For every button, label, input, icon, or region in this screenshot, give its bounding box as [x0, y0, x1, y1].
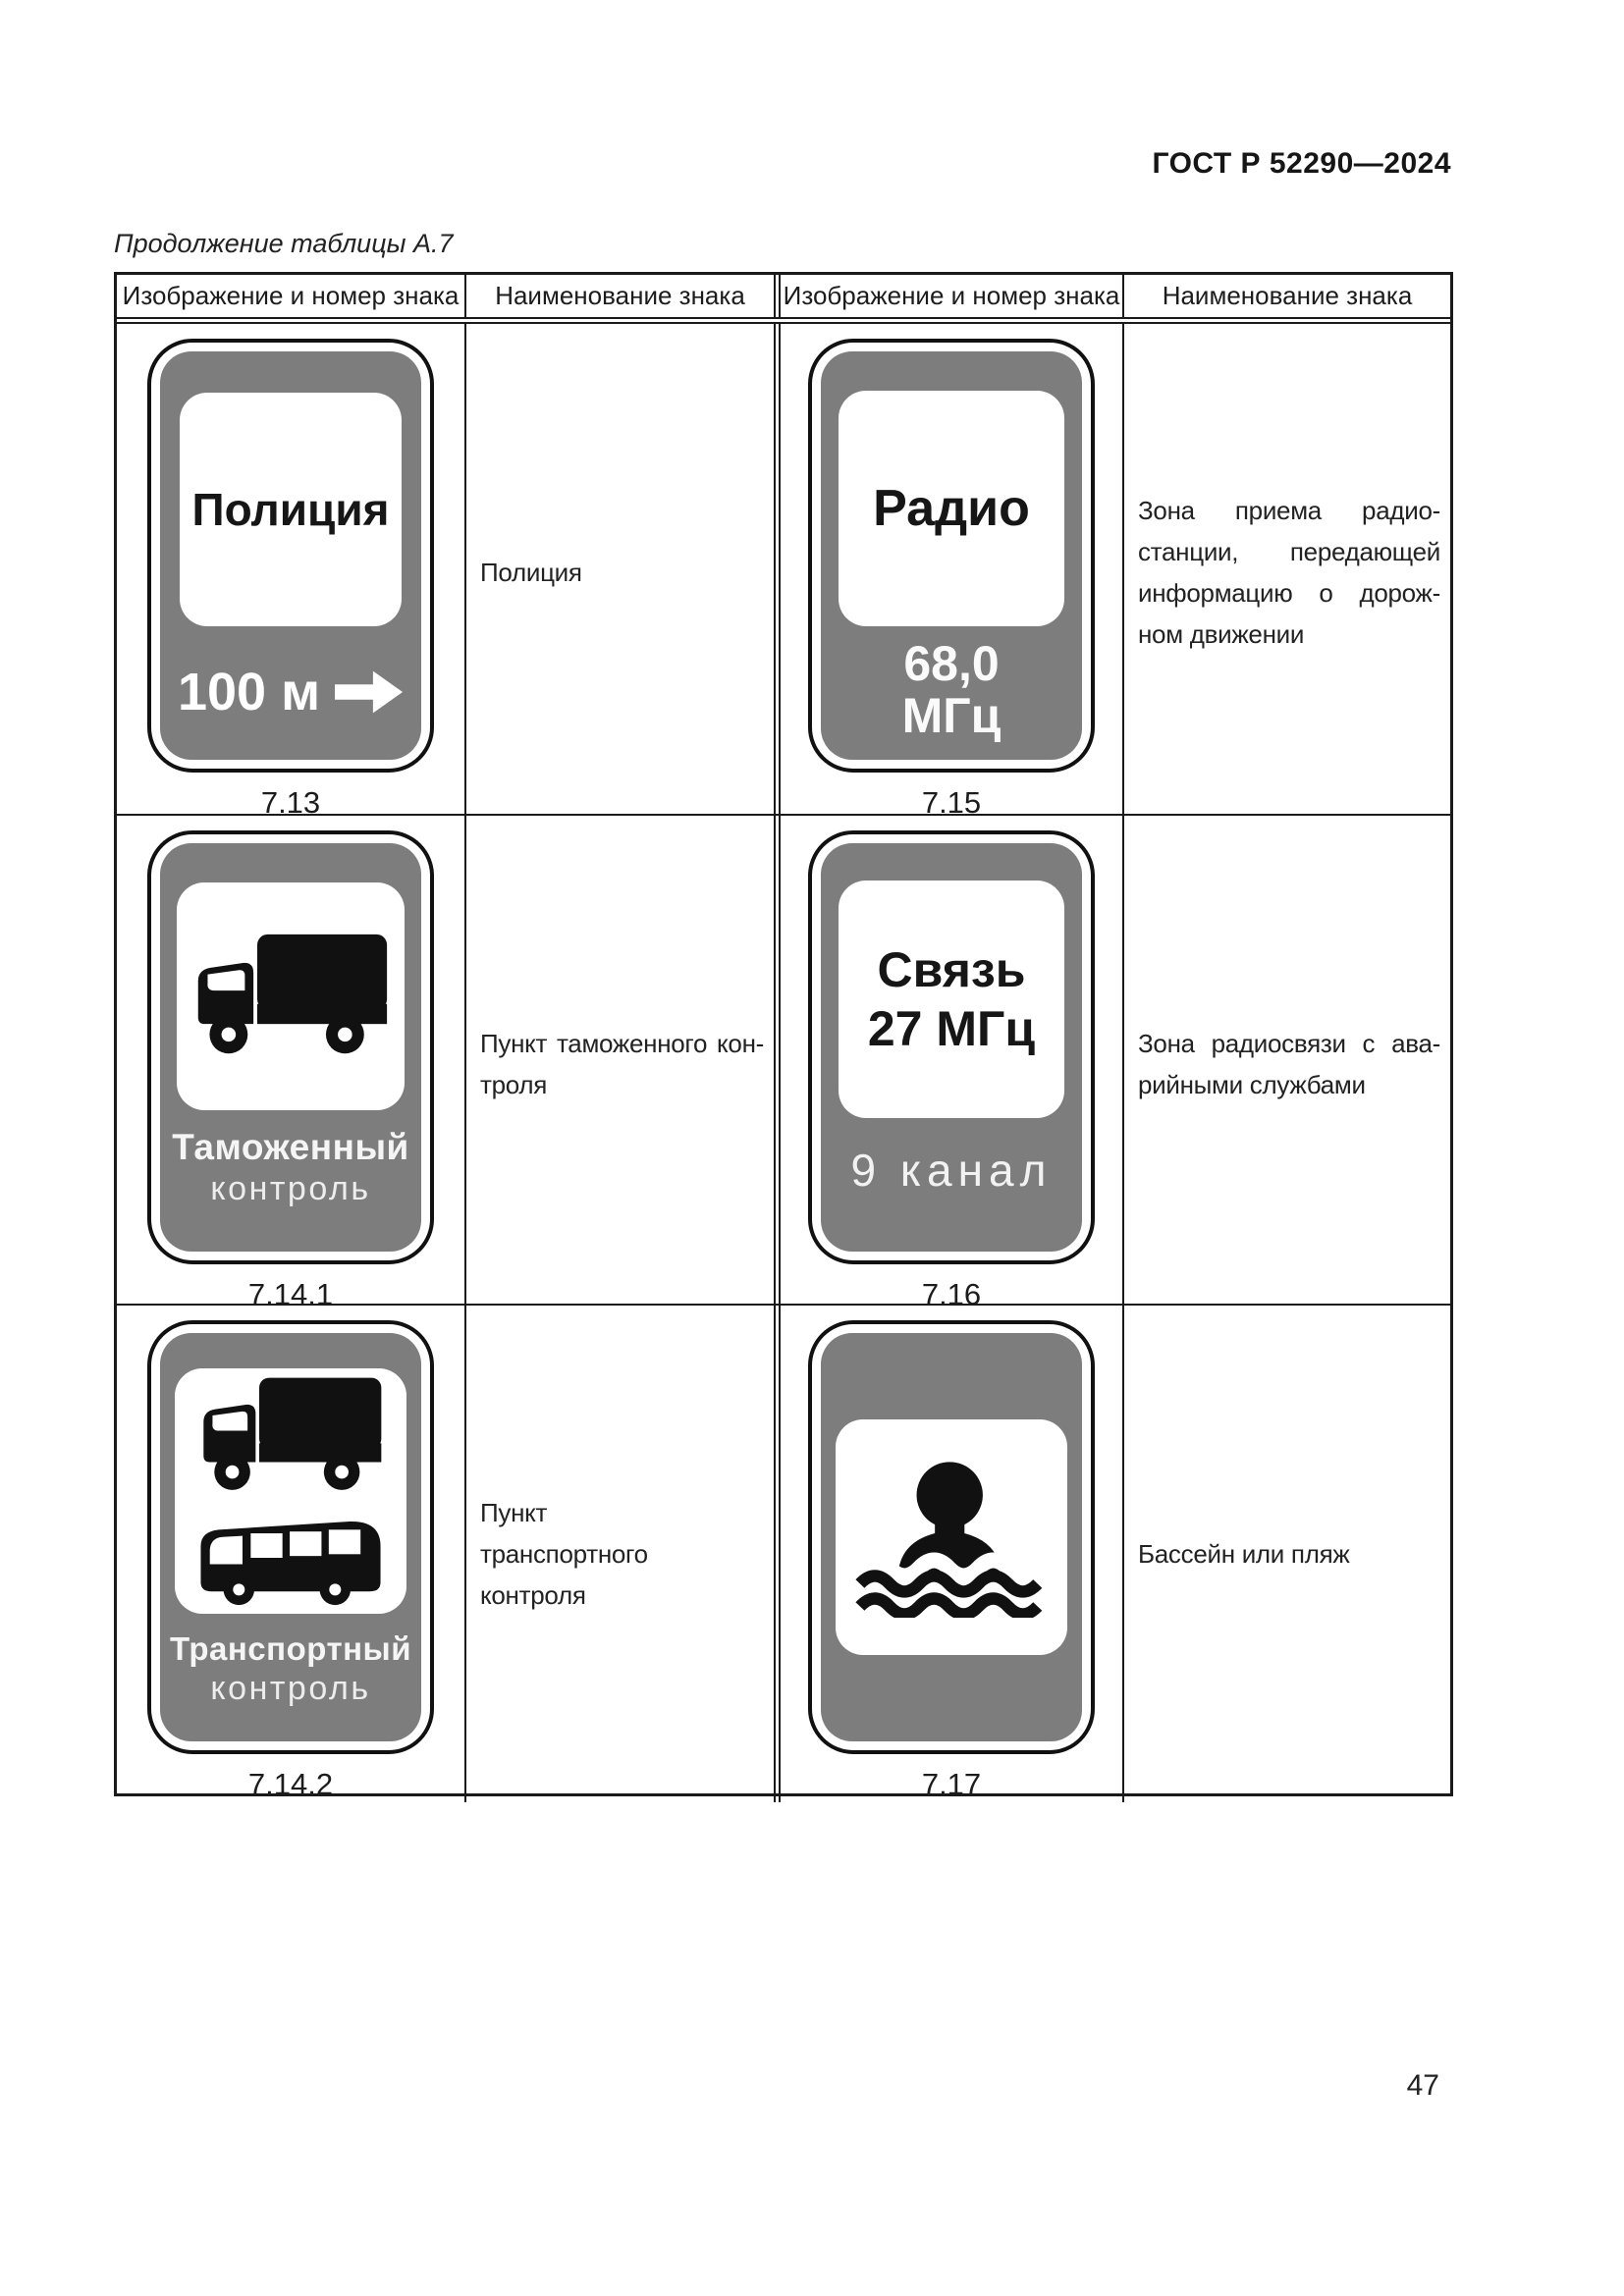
frequency-value: 68,0 [903, 636, 1000, 691]
sign-name-cell [464, 1306, 774, 1802]
sign-name-line: ном движении [1138, 619, 1305, 650]
sign-number: 7.15 [921, 785, 982, 820]
column-header: Наименование знака [1122, 275, 1450, 317]
right-arrow-icon [335, 669, 404, 715]
swimmer-icon [851, 1457, 1052, 1618]
sign-image-cell [117, 1306, 464, 1802]
distance-text: 100 м [177, 663, 321, 721]
sign-panel-text: Радио [873, 480, 1030, 537]
channel-text: 9 канал [850, 1145, 1053, 1196]
sign-number: 7.14.1 [247, 1277, 334, 1311]
page-number: 47 [1406, 2069, 1439, 2102]
sign-image-cell [774, 324, 1122, 821]
service-sign-7-16 [808, 830, 1095, 1264]
signs-table [114, 272, 1453, 1801]
bus-icon [194, 1510, 387, 1606]
sign-name-line: транспортного [480, 1538, 648, 1569]
sign-number: 7.16 [921, 1277, 982, 1311]
sign-name-line: троля [480, 1070, 548, 1099]
sign-caption-line: Таможенный [172, 1127, 409, 1167]
service-sign-7-17 [808, 1320, 1095, 1754]
sign-caption-line: контроль [210, 1170, 371, 1208]
sign-image-cell [774, 816, 1122, 1312]
sign-name-line: контроля [480, 1580, 586, 1611]
sign-name-line: Полиция [480, 557, 582, 587]
truck-icon [190, 933, 391, 1060]
sign-name-line: рийными службами [1138, 1070, 1366, 1099]
column-header: Изображение и номер знака [122, 281, 460, 310]
frequency-unit: МГц [901, 688, 1001, 743]
table-row [117, 814, 1450, 1311]
sign-number: 7.14.2 [247, 1767, 334, 1801]
sign-name-cell [1122, 1306, 1450, 1802]
sign-image-cell [117, 816, 464, 1312]
sign-name-line: Пункт таможенного кон- [480, 1028, 764, 1058]
sign-panel-text: Полиция [191, 484, 390, 535]
sign-name-line: станции, передающей [1138, 536, 1440, 566]
sign-number: 7.17 [921, 1767, 982, 1801]
column-header: Изображение и номер знака [774, 275, 1122, 317]
service-sign-7-14-1 [147, 830, 434, 1264]
service-sign-7-13 [147, 339, 434, 773]
table-row [117, 324, 1450, 820]
sign-caption-line: Транспортный [169, 1630, 412, 1667]
sign-name-line: информацию о дорож- [1138, 578, 1440, 608]
sign-name-cell [1122, 816, 1450, 1312]
service-sign-7-14-2 [147, 1320, 434, 1754]
table-caption: Продолжение таблицы А.7 [114, 229, 454, 258]
sign-caption-line: контроль [210, 1669, 371, 1707]
sign-name-line: Зона приема радио- [1138, 495, 1440, 525]
sign-panel-text: 27 МГц [867, 1001, 1036, 1056]
table-header-row [117, 275, 1450, 324]
sign-name-cell [464, 324, 774, 821]
sign-image-cell [117, 324, 464, 821]
sign-number: 7.13 [260, 785, 321, 820]
column-header: Наименование знака [464, 275, 774, 317]
table-row [117, 1304, 1450, 1801]
sign-name-cell [464, 816, 774, 1312]
sign-name-line: Бассейн или пляж [1138, 1538, 1350, 1569]
sign-name-line: Пункт [480, 1497, 548, 1527]
service-sign-7-15 [808, 339, 1095, 773]
sign-panel-text: Связь [877, 942, 1026, 997]
sign-name-cell [1122, 324, 1450, 821]
sign-image-cell [774, 1306, 1122, 1802]
standard-reference: ГОСТ Р 52290—2024 [1152, 147, 1451, 180]
sign-name-line: Зона радиосвязи с ава- [1138, 1028, 1440, 1058]
truck-icon [196, 1376, 385, 1496]
